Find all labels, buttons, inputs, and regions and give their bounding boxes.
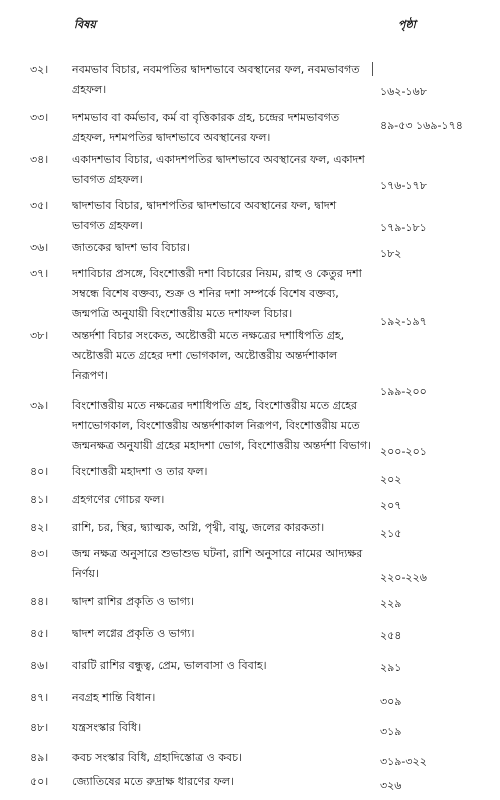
entry-text: যন্ত্রসংস্কার বিধি। (72, 721, 142, 734)
entry-text: কবচ সংস্কার বিধি, গ্রহাদিস্তোত্র ও কবচ। (72, 751, 243, 764)
entry-page: ১৯৯-২০০ (380, 385, 427, 398)
entry-text: জ্যোতিষের মতে রুদ্রাক্ষ ধারণের ফল। (72, 775, 234, 788)
entry-number: ৪২। (30, 521, 49, 534)
entry-number: ৪৫। (30, 627, 49, 640)
entry-number: ৩৮। (30, 329, 49, 342)
entry-text: জাতকের দ্বাদশ ভাব বিচার। (72, 241, 190, 254)
entry-page: ২০০-২০১ (380, 445, 427, 458)
entry-page: ১৯২-১৯৭ (380, 315, 427, 328)
entry-text: জন্ম নক্ষত্র অনুসারে শুভাশুভ ঘটনা, রাশি অনুসারে নামের আদ্যক্ষর নির্ণয়। (72, 547, 363, 580)
entry-number: ৩৯। (30, 399, 49, 412)
entry-text: বিংশোত্তরীয় মতে নক্ষত্রের দশাধিপতি গ্রহ, বিংশোত্তরীয় মতে গ্রহের দশাভোগকাল, বিংশোত্তরীয় অন্তর্দশাকাল নিরূপণ, বিংশোত্তরীয় মতে জন্মনক্ষত্র অনুযায়ী গ্রহের মহাদশা ভোগ, বিংশোত্তরীয় অন্তর্দশা বিভাগ। (72, 399, 372, 452)
entry-page: ২৯১ (380, 661, 402, 674)
entry-text: দ্বাদশ রাশির প্রকৃতি ও ভাগ্য। (72, 595, 195, 608)
subject-column-header: বিষয় (74, 18, 96, 31)
entry-text: দশমভাব বা কর্মভাব, কর্ম বা বৃত্তিকারক গ্রহ, চন্দ্রের দশমভাবগত গ্রহফল, দশমপতির দ্বাদশভাবে অবস্থানের ফল। (72, 111, 340, 144)
entry-page: ১৮২ (380, 247, 402, 260)
entry-page: ৪৯-৫৩ ১৬৯-১৭৪ (380, 119, 463, 132)
entry-text: রাশি, চর, স্থির, দ্ব্যাত্মক, অগ্নি, পৃথ্বী, বায়ু, জলের কারকতা। (72, 521, 325, 534)
entry-text: বারটি রাশির বন্ধুত্ব, প্রেম, ভালবাসা ও বিবাহ। (72, 659, 267, 672)
entry-number: ৪০। (30, 465, 49, 478)
entry-number: ৪৯। (30, 751, 49, 764)
entry-text: গ্রহগণের গোচর ফল। (72, 493, 165, 506)
entry-page: ২২৯ (380, 597, 402, 610)
entry-number: ৩৪। (30, 153, 49, 166)
entry-number: ৩২। (30, 63, 49, 76)
column-divider (372, 62, 373, 76)
entry-text: দ্বাদশ লগ্নের প্রকৃতি ও ভাগ্য। (72, 627, 195, 640)
entry-number: ৪৬। (30, 659, 49, 672)
entry-page: ১৭৯-১৮১ (380, 221, 427, 234)
entry-number: ৩৭। (30, 267, 49, 280)
entry-text: নবমভাব বিচার, নবমপতির দ্বাদশভাবে অবস্থানের ফল, নবমভাবগত গ্রহফল। (72, 63, 360, 96)
entry-page: ২০২ (380, 473, 402, 486)
entry-number: ৩৩। (30, 111, 49, 124)
entry-number: ৪৭। (30, 691, 49, 704)
entry-text: দ্বাদশভাব বিচার, দ্বাদশপতির দ্বাদশভাবে অবস্থানের ফল, দ্বাদশ ভাবগত গ্রহফল। (72, 199, 337, 232)
entry-number: ৫০। (30, 775, 49, 788)
entry-page: ৩১৯-৩২২ (380, 755, 427, 768)
entry-text: নবগ্রহ শান্তি বিধান। (72, 691, 156, 704)
entry-number: ৪৪। (30, 595, 49, 608)
entry-page: ২১৫ (380, 527, 402, 540)
entry-number: ৪৩। (30, 547, 49, 560)
page-column-header: পৃষ্ঠা (398, 18, 416, 31)
entry-page: ২০৭ (380, 499, 402, 512)
entry-number: ৩৬। (30, 241, 49, 254)
entry-page: ৩২৬ (380, 779, 402, 792)
entry-number: ৪১। (30, 493, 49, 506)
entry-text: বিংশোত্তরী মহাদশা ও তার ফল। (72, 465, 208, 478)
entry-page: ১৭৬-১৭৮ (380, 179, 427, 192)
entry-text: দশাবিচার প্রসঙ্গে, বিংশোত্তরী দশা বিচারের নিয়ম, রাহু ও কেতুর দশা সম্বন্ধে বিশেষ বক্তব্য, শুক্র ও শনির দশা সম্পর্কে বিশেষ বক্তব্য, জন্মপত্রি অনুযায়ী বিংশোত্তরীয় মতে দশাফল বিচার। (72, 267, 362, 320)
entry-page: ২২০-২২৬ (380, 571, 427, 584)
entry-page: ৩০৯ (380, 695, 402, 708)
entry-number: ৩৫। (30, 199, 49, 212)
entry-number: ৪৮। (30, 721, 49, 734)
entry-text: অন্তর্দশা বিচার সংকেত, অষ্টোত্তরী মতে নক্ষত্রের দশাধিপতি গ্রহ, অষ্টোত্তরী মতে গ্রহের দশা ভোগকাল, অষ্টোত্তরীয় অন্তর্দশাকাল নিরূপণ। (72, 329, 345, 382)
entry-text: একাদশভাব বিচার, একাদশপতির দ্বাদশভাবে অবস্থানের ফল, একাদশ ভাবগত গ্রহফল। (72, 153, 365, 186)
entry-page: ৩১৯ (380, 725, 402, 738)
entry-page: ২৫৪ (380, 629, 402, 642)
entry-page: ১৬২-১৬৮ (380, 85, 427, 98)
